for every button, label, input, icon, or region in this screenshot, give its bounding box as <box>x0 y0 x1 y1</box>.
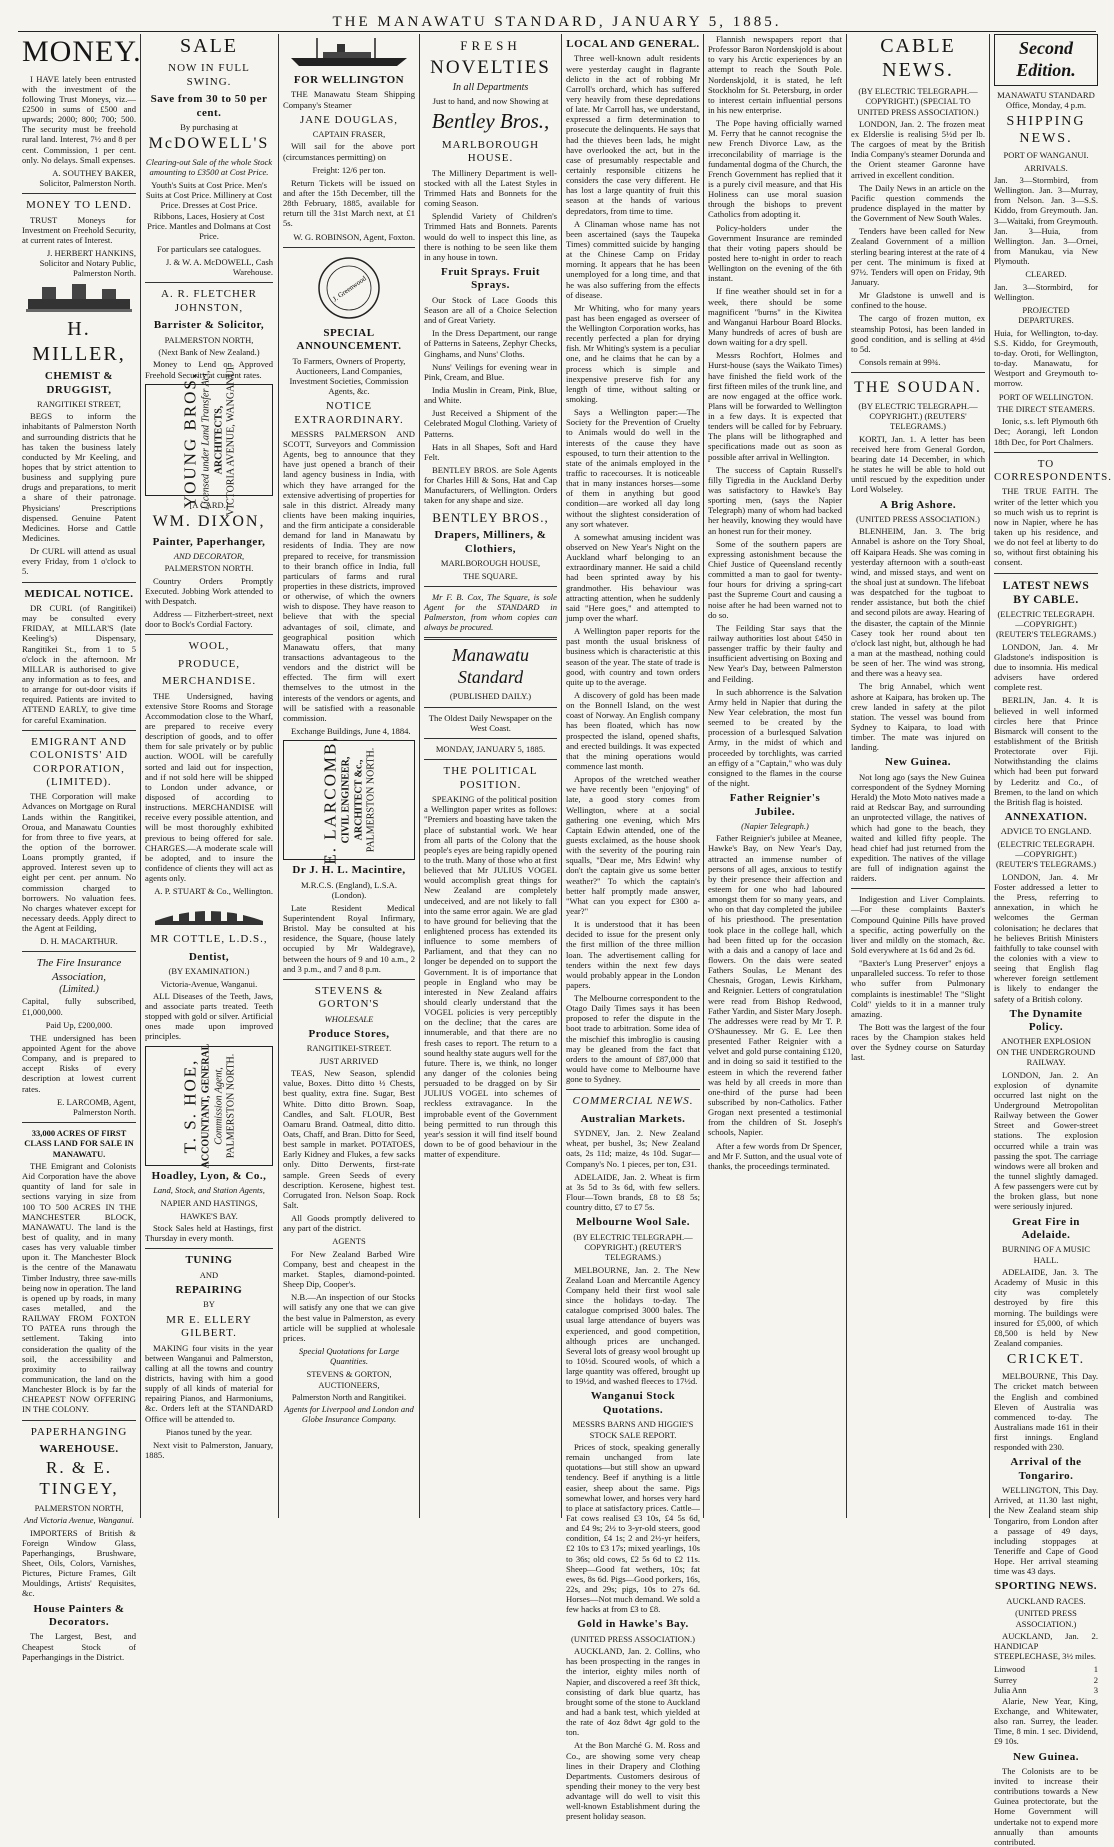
arrivals-label: ARRIVALS. <box>1024 162 1068 173</box>
steamer-heading: FOR WELLINGTON <box>293 74 405 86</box>
macintire-heading: Dr J. H. L. Macintire, <box>292 864 406 877</box>
wool-signature: A. P. STUART & Co., Wellington. <box>154 886 273 897</box>
cable-paragraph: The Daily News in an article on the Pacific question commends the prudence displayed in the matter by the Government of New South Wales. <box>851 182 985 224</box>
tuning-name: MR E. ELLERY GILBERT. <box>166 1313 252 1340</box>
reignier-heading: Father Reignier's Jubilee. <box>729 792 821 818</box>
guinea-heading: New Guinea. <box>885 756 951 769</box>
divider <box>145 1248 273 1249</box>
divider <box>22 1122 136 1123</box>
annexation-telegraph: (ELECTRIC TELEGRAPH.—COPYRIGHT.) (REUTER'S TELEGRAMS.) <box>995 838 1097 870</box>
sale-heading: SALE <box>180 35 238 57</box>
larcomb-location: PALMERSTON NORTH. <box>365 747 377 853</box>
latest-body: LONDON, Jan. 4. Mr Gladstone's indisposition is due to insomnia. His medical advisers have ordered complete rest. <box>994 641 1098 693</box>
johnston-body: Money to Lend on Approved Freehold Security at current rates. <box>145 359 273 380</box>
stevens-agents: AGENTS <box>332 1236 366 1247</box>
tuning-signature: Pianos tuned by the year. <box>165 1426 253 1437</box>
bentley-marlborough: MARLBOROUGH HOUSE, <box>440 558 541 569</box>
australian-markets-body-2: ADELAIDE, Jan. 2. Wheat is firm at 3s 5d to 3s 6d, with few sellers. Flour—Town brands, £8 to £8 5s; country ditto, £7 to £7 5s. <box>566 1171 700 1213</box>
cable-paragraph: LONDON, Jan. 2. The frozen meat ex Elderslie is realising 5½d per lb. The cargoes of meat by the British India Company's steamer Dorunda and the Orient steamer Garonne have arrived in excellent condition. <box>851 118 985 180</box>
column-divider <box>703 34 704 1518</box>
horse-name: Julia Ann <box>994 1685 1027 1696</box>
commercial-heading: COMMERCIAL NEWS. <box>572 1095 694 1108</box>
guinea-body-2: The Colonists are to be invited to increase their contributions towards a New Guinea protectorate, but the Home Government will undertake not to expend more annually than amounts contributed. <box>994 1765 1098 1847</box>
bentley-body-8: Hats in all Shapes, Soft and Hard Felt. <box>424 441 557 462</box>
johnston-location: PALMERSTON NORTH, <box>164 334 254 345</box>
divider <box>424 586 557 587</box>
fire-sub: BURNING OF A MUSIC HALL. <box>1001 1244 1091 1265</box>
bentley-body-4: In the Dress Department, our range of Patterns in Sateens, Zephyr Checks, Ginghams, and Nuns' Cloths. <box>424 328 557 359</box>
hoadley-location-2: HAWKE'S BAY. <box>180 1210 238 1221</box>
news-paragraph: Flannish newspapers report that Professor Baron Nordenskjold is about to vary his Arctic experiences by an attempt to reach the South Pole. Nordenskjold, it is stated, he left Stockholm for St. Petersburg, in order to interest certain influential persons in his new enterprise. <box>708 34 842 115</box>
hoadley-location: NAPIER AND HASTINGS, <box>160 1198 258 1209</box>
direct-steamers: THE DIRECT STEAMERS. <box>997 403 1095 414</box>
steamer-illustration <box>283 36 415 70</box>
divider <box>994 573 1098 574</box>
wool-heading: WOOL, <box>188 640 230 653</box>
dental-illustration <box>145 899 273 929</box>
stevens-subheading: WHOLESALE <box>324 1013 374 1024</box>
divider <box>566 1089 700 1090</box>
bentley-body-3: Our Stock of Lace Goods this Season are all of a Choice Selection and of Great Variety. <box>424 294 557 326</box>
divider <box>145 634 273 635</box>
tingey-location: PALMERSTON NORTH, <box>34 1502 124 1513</box>
special-heading: SPECIAL ANNOUNCEMENT. <box>296 326 402 353</box>
hoadley-subheading: Land, Stock, and Station Agents, <box>153 1185 265 1196</box>
fire-insurance-limited: (Limited.) <box>59 984 99 996</box>
brig-body-2: The brig Annabel, which went ashore at Kaipara, has broken up. The crew landed in safety at the pilot station. The vessel was bound from Sydney to Kaipara, to load with timber. The mate was injured on landing. <box>851 681 985 753</box>
divider <box>22 951 136 952</box>
sale-body: Youth's Suits at Cost Price. Men's Suits at Cost Price. Millinery at Cost Price. Dresses at Cost Price. Ribbons, Laces, Hosiery at Cost Price. Mantles and Dolmans at Cost Price. <box>145 180 273 241</box>
local-paragraph: Says a Wellington paper:—The Society for the Prevention of Cruelty to Animals would do well in the interests of the cause they have espoused, to turn their attention to the state of the animals employed in the traffic to racecourses. It is noticeable that in many instances horses—some of them in anything but good condition—are worked all day long without the slightest consideration of any sort whatever. <box>566 407 700 529</box>
projected-label: PROJECTED DEPARTURES. <box>1018 304 1074 326</box>
tingey-location-2: And Victoria Avenue, Wanganui. <box>23 1515 135 1526</box>
soudan-body: KORTI, Jan. 1. A letter has been received here from General Gordon, bearing date 14 December, in which he states he will be able to hold out until rescued by the expedition under Lord Wolseley. <box>851 433 985 495</box>
gold-body: AUCKLAND, Jan. 2. Collins, who has been prospecting in the ranges in the interior, eighty miles north of Napier, and discovered a reef 3ft thick, consisting of dark blue quartz, has brought some of the stone to Auckland and had a bank test, which yielded at the rate of 4oz 8dwt 4gr gold to the ton. <box>566 1646 700 1738</box>
notice-date: Exchange Buildings, June 4, 1884. <box>291 725 411 736</box>
gold-heading: Gold in Hawke's Bay. <box>577 1618 689 1631</box>
bentley-body-5: Nuns' Veilings for evening wear in Pink, Cream, and Blue. <box>424 361 557 382</box>
money-heading: MONEY. <box>22 35 142 68</box>
fire-insurance-body: THE undersigned has been appointed Agent for the above Company, and is prepared to accept Risks of every description at lowest current rates. <box>22 1032 136 1094</box>
column-1 <box>22 34 142 1662</box>
horse-place: 3 <box>1093 1685 1098 1696</box>
latest-news-heading: LATEST NEWS BY CABLE. <box>1002 579 1090 606</box>
cleared-label: CLEARED. <box>1025 269 1067 280</box>
johnston-heading: A. R. FLETCHER JOHNSTON, <box>161 288 257 314</box>
column-3 <box>283 34 415 1518</box>
stevens-subheading-2: Produce Stores, <box>308 1027 390 1040</box>
dixon-subheading: Painter, Paperhanger, <box>152 535 266 548</box>
races-telegraph: (UNITED PRESS ASSOCIATION.) <box>1015 1608 1077 1629</box>
news-paragraph: The Feilding Star says that the railway authorities lost about £450 in passenger traffic by their faulty and insufficient advertising on Boxing and New Year's Day, between Palmerston and Feilding. <box>708 622 842 684</box>
land-heading: 33,000 ACRES OF FIRST CLASS LAND FOR SALE IN MANAWATU. <box>24 1127 134 1159</box>
stock-quotations-heading: Wanganui Stock Quotations. <box>590 1390 676 1416</box>
annexation-heading: ANNEXATION. <box>1004 810 1088 823</box>
fire-body: ADELAIDE, Jan. 3. The Academy of Music in this city was completely destroyed by fire this morning. The buildings were insured for £5,000, of which £8,500 is held by New Zealand companies. <box>994 1267 1098 1349</box>
divider <box>851 888 985 889</box>
stevens-nb: N.B.—An inspection of our Stocks will satisfy any one that we can give the best value in Palmerston, as every article will be supplied at wholesale prices. <box>283 1292 415 1343</box>
divider <box>424 707 557 708</box>
tingey-body: IMPORTERS of British & Foreign Window Glass, Paperhangings, Brushware, Sheet, Oils, Colors, Varnishes, Pictures, Picture Frames, Gilt Mouldings, Artists' Requisites, &c. <box>22 1527 136 1599</box>
lend-body: TRUST Moneys for Investment on Freehold Security, at current rates of Interest. <box>22 214 137 245</box>
fire-insurance-capital: Capital, fully subscribed, £1,000,000. <box>22 996 136 1017</box>
latest-telegraph: (ELECTRIC TELEGRAPH.—COPYRIGHT.) (REUTER'S TELEGRAMS.) <box>995 608 1097 640</box>
fire-insurance-paid: Paid Up, £200,000. <box>45 1019 113 1030</box>
steamer-signature: W. G. ROBINSON, Agent, Foxton. <box>293 231 415 242</box>
cottle-subheading: Dentist, <box>188 950 230 963</box>
stevens-list: TEAS, New Season, splendid value, Boxes. Ditto ditto ½ Chests, best quality, extra fine. Sugar, Best White. Ditto ditto Brown. Soap, Candles, and Salt. FLOUR, Best Oamaru Brand. Oatmeal, ditto ditto. Oats, Chaff, and Bran. Ditto for Seed, best sample in market. POTATOES, Early Kidney and Flukes, a few sacks only. Ditto Derwents, first-rate sample. Green Seeds of every description. Kerosene, highest test. Corrugated Iron. Nelson Soap. Rock Salt. <box>283 1068 415 1210</box>
dixon-card-label: [A CARD.] <box>189 499 229 510</box>
steamer-freight: Freight: 12/6 per ton. <box>312 164 386 175</box>
miller-street: RANGITIKEI STREET, <box>37 398 121 409</box>
local-paragraph: A discovery of gold has been made on the Bonnell Island, on the west coast of Norway. An English company has been floated, which has now prospected the island, opened shafts, and erected buildings. It was expected that the mining operations would commence last month. <box>566 689 700 771</box>
medical-heading: MEDICAL NOTICE. <box>24 587 134 600</box>
hoe-location: PALMERSTON NORTH. <box>225 1053 237 1158</box>
paperhanging-subheading: WAREHOUSE. <box>39 1442 119 1455</box>
divider <box>283 979 415 980</box>
news-paragraph: The success of Captain Russell's filly Tigredia in the Auckland Derby was satisfactory to Hawke's Bay sporting men, (says the Napier Telegraph) many of whom had backed her heavily, knowing they would have an honest run for their money. <box>708 464 842 536</box>
masthead: THE MANAWATU STANDARD, JANUARY 5, 1885. <box>332 14 782 30</box>
tongariro-heading: Arrival of the Tongariro. <box>1010 1456 1082 1482</box>
indigestion-ad: Indigestion and Liver Complaints.—For these complaints Baxter's Compound Quinine Pills have proved a specific, acting powerfully on the liver and mildly on the stomach, &c. Sold everywhere at 1s 6d and 2s 6d. <box>851 894 985 956</box>
bentley-body-1: The Millinery Department is well-stocked with all the Latest Styles in Trimmed Hats and Bonnets for the coming Season. <box>424 167 557 209</box>
fire-insurance-signature: E. LARCOMB, Agent, Palmerston North. <box>56 1096 136 1117</box>
fire-insurance-heading: The Fire Insurance Association, <box>36 957 122 983</box>
reignier-body-2: After a few words from Dr Spencer, and Mr F. Sutton, and the usual vote of thanks, the proceedings terminated. <box>708 1140 842 1171</box>
gold-body-2: At the Bon Marché G. M. Ross and Co., are showing some very cheap lines in their Drapery and Clothing Departments. Customers desirous of spending their money to the very best advantage will do well to visit this well-known Establishment during the present holiday season. <box>566 1740 700 1822</box>
sale-subheading: NOW IN FULL SWING. <box>168 62 250 88</box>
paper-nameplate: Manawatu Standard <box>451 645 529 688</box>
horse-place: 1 <box>1093 1664 1098 1675</box>
races-body-2: Alarie, New Year, King, Exchange, and Whitewater, also ran. Surrey, the leader. Time, 8 min. 1 sec. Dividend, £9 10s. <box>994 1695 1098 1747</box>
hoadley-body: Stock Sales held at Hastings, first Thursday in every month. <box>145 1222 273 1244</box>
local-paragraph: A Clinaman whose name has not been ascertained (says the Taupeka Times) committed suicide by hanging at the Chinese Camp on Friday morning. It appears that he has been unemployed for a long time, and that he was also suffering from the effects of disease. <box>566 218 700 300</box>
dixon-address: Address — Fitzherbert-street, next door to Bock's Cordial Factory. <box>145 609 273 630</box>
races-body: AUCKLAND, Jan. 2. HANDICAP STEEPLECHASE, 3½ miles. <box>994 1630 1098 1662</box>
divider <box>994 452 1098 453</box>
stevens-heading: STEVENS & GORTON'S <box>314 984 384 1011</box>
sale-clearing: Clearing-out Sale of the whole Stock amounting to £3500 at Cost Price. <box>145 156 273 178</box>
cricket-body: MELBOURNE, This Day. The cricket match between the English and combined Eleven of Australia was commenced to-day. The Australians made 161 in their first innings. England responded with 230. <box>994 1371 1098 1453</box>
steamer-body-2: Will sail for the above port (circumstances permitting) on <box>283 141 415 162</box>
direct-steamers-body: Ionic, s.s. left Plymouth 6th Dec; Aorangi, left London 18th Dec, for Port Chalmers. <box>994 416 1098 447</box>
soudan-heading: THE SOUDAN. <box>854 379 982 397</box>
stock-quotations-sub: MESSRS BARNS AND HIGGIE'S STOCK SALE REPORT. <box>572 1419 694 1440</box>
svg-text:J. Greenwood: J. Greenwood <box>331 274 368 303</box>
cleared-list: Jan. 3—Stormbird, for Wellington. <box>994 281 1098 302</box>
divider <box>145 282 273 283</box>
johnston-subheading: Barrister & Solicitor, <box>153 319 265 332</box>
steamer-name: JANE DOUGLAS, <box>300 113 398 126</box>
soudan-telegraph: (BY ELECTRIC TELEGRAPH.—COPYRIGHT.) (REUTERS' TELEGRAMS.) <box>858 400 978 432</box>
oldest-daily: The Oldest Daily Newspaper on the West Coast. <box>428 712 553 733</box>
column-divider <box>989 34 990 1518</box>
horse-name: Linwood <box>994 1664 1026 1675</box>
emigrant-signature: D. H. MACARTHUR. <box>40 936 118 947</box>
correspondents-heading: TO CORRESPONDENTS. <box>994 457 1112 484</box>
sale-signature: J. & W. A. McDOWELL, Cash Warehouse. <box>165 257 273 278</box>
emigrant-heading: EMIGRANT AND COLONISTS' AID CORPORATION, (LIMITED). <box>29 735 129 788</box>
money-signature: A. SOUTHEY BAKER, Solicitor, Palmerston North. <box>39 167 136 188</box>
young-bros-license: Licensed under Land Transfer Act, <box>200 370 212 510</box>
hoe-title: ACCOUNTANT, GENERAL <box>200 1043 212 1168</box>
news-paragraph: Messrs Rochfort, Holmes and Hurst-house (says the Waikato Times) have finished the field work of the first fifteen miles of the trunk line, and are now engaged at the office work. Plans will be forwarded to Wellington in a few days. It is expected that tenders will be called for by February. The plans will be lithographed and specifications made out as soon as possible after arrival in Wellington. <box>708 350 842 462</box>
macintire-subheading: M.R.C.S. (England), L.S.A. (London). <box>301 879 397 900</box>
column-4 <box>424 34 557 1518</box>
news-paragraph: In such abhorrence is the Salvation Army held in Napier that during the New Year celebration, the most fun seemed to be created by the procession of a burlesqued Salvation Army, in the midst of which and proceeded by torchlights, was carried an effigy of a "Captain," who was duly consigned to the flames in the course of the night. <box>708 686 842 788</box>
divider <box>424 637 557 640</box>
tingey-closing: The Largest, Best, and Cheapest Stock of Paperhangings in the District. <box>22 1631 136 1662</box>
stevens-agency: Agents for Liverpool and London and Globe Insurance Company. <box>284 1404 414 1425</box>
political-heading: THE POLITICAL POSITION. <box>443 765 538 791</box>
cable-telegraph: (BY ELECTRIC TELEGRAPH.—COPYRIGHT.) (SPECIAL TO UNITED PRESS ASSOCIATION.) <box>857 85 979 117</box>
johnston-location-2: (Next Bank of New Zealand.) <box>158 347 260 358</box>
macintire-body: Late Resident Medical Superintendent Royal Infirmary, Bristol. May be consulted at his residence, the Square, (house lately occupied by Mr Waldegrave), between the hours of 9 and 10 a.m., 2 and 3 p.m., and 7 and 8 p.m. <box>283 902 415 974</box>
table-row <box>994 1675 1098 1685</box>
column-2 <box>145 34 273 1518</box>
local-paragraph: It is understood that it has been decided to issue for the present only the first million of the three million loan. The advertisement calling for tenders within the next few days would probably appear in the London papers. <box>566 919 700 990</box>
horse-name: Surrey <box>994 1674 1017 1685</box>
australian-markets-heading: Australian Markets. <box>580 1112 686 1125</box>
divider <box>424 759 557 760</box>
local-paragraph: A Wellington paper reports for the past month the usual briskness of business which is characteristic at this season of the year. The state of trade is good, with country and town orders quite up to the average. <box>566 626 700 687</box>
arrivals-list: Jan. 3—Stormbird, from Wellington. Jan. 3—Murray, from Nelson. Jan. 3—S.S. Kiddo, from Greymouth. Jan. 3—Waitaki, from Greymouth. Jan. 3—Huia, from Wellington. Jan. 3—Ornei, from Manukau, via New Plymouth. <box>994 175 1098 267</box>
larcomb-architect: ARCHITECT &c., <box>353 759 365 841</box>
column-5 <box>566 34 700 1822</box>
table-row <box>994 1664 1098 1674</box>
column-divider <box>278 34 279 1518</box>
political-body: SPEAKING of the political position a Wellington paper writes as follows: "Premiers and boasting have taken the place of substantial work. We hear from all parts of the Colony that the people's eyes are being rapidly opened to the truth. Many of those who at first believed that Mr JULIUS VOGEL would accomplish great things for New Zealand are completely undeceived, and are not likely to fall into the same error again. We are glad to have ground for believing that the enlightened process has extended its influence to some members of Parliament, and that they can no longer be depended on to support the Government. It is of importance that people in England who may be interested in New Zealand affairs should clearly understand that the VOGEL policies is very perceptibly on the decline; that the cares are innumerable, and that there are no fresh cases to report. The return to a sound healthy state augurs well for the future. There is, we think, no longer any danger of the colonies being persuaded to be dragged on by Sir JULIUS VOGEL into schemes of reckless extravagance. In the improbable event of the Government being permitted to run through this year's session it will find itself bound down to be of good behaviour in the matter of expenditure. <box>424 794 557 1160</box>
larcomb-title: CIVIL ENGINEER, <box>340 756 352 844</box>
emigrant-body: THE Corporation will make Advances on Mortgage on Rural Lands within the Rangitikei, Oroua, and Manawatu Counties for from three to five years, at the option of the borrower. Loans promptly granted, if approved. Interest seven up to eight per cent. per annum. No commission charged to borrowers. No valuation fees. No charges whatever except for necessary deeds. Apply direct to the Agent at Feilding, <box>22 791 136 934</box>
tingey-decorators: House Painters & Decorators. <box>33 1602 125 1628</box>
young-bros-name: YOUNG BROS, <box>180 371 200 508</box>
stevens-street: RANGITIKEI-STREET. <box>306 1043 392 1054</box>
correspondents-body: THE TRUE FAITH. The writer of the letter which you so much wish us to reprint is now in Napier, where he has taken up his residence, and we do not feel at liberty to do so, without first obtaining his consent. <box>994 486 1098 568</box>
novelties-heading: NOVELTIES <box>430 56 551 78</box>
stevens-agents-body: For New Zealand Barbed Wire Company, best and cheapest in the market. Staples, diamond-pointed. Sheep Dip, Cooper's. <box>283 1248 415 1290</box>
masthead-rule <box>18 31 1096 32</box>
miller-heading: H. MILLER, <box>32 318 126 365</box>
stevens-delivery: All Goods promptly delivered to any part of the district. <box>283 1213 415 1234</box>
special-audience: To Farmers, Owners of Property, Auctioneers, Land Companies, Investment Societies, Commission Agents, &c. <box>289 355 409 396</box>
bentley-body-6: India Muslin in Cream, Pink, Blue, and White. <box>424 384 557 406</box>
tuning-heading: TUNING <box>185 1254 233 1267</box>
bentley-heading-2: BENTLEY BROS., <box>432 509 549 525</box>
sale-by: By purchasing at <box>180 122 238 133</box>
local-paragraph: A somewhat amusing incident was observed on New Year's Night on the Auckland wharf belonging to an extraordinary manner. He said a child had been sprinted away by his grandmother. His behaviour was attracting attention, when he suddenly said "Here goes," and attempted to jump over the wharf. <box>566 531 700 623</box>
showing-at: Just to hand, and now Showing at <box>432 96 549 107</box>
cottle-exam: (BY EXAMINATION.) <box>168 966 250 977</box>
news-paragraph: Policy-holders under the Government Insurance are reminded that their voting papers should be posted here to-night in order to reach Wellington on the evening of the 6th instant. <box>708 222 842 284</box>
column-7 <box>851 34 985 1518</box>
shipping-heading: SHIPPING NEWS. <box>1006 114 1086 147</box>
berlin-body: BERLIN, Jan. 4. It is believed in well informed circles here that Prince Bismarck will consent to the establishment of the British Protectorate over Fiji. Notwithstanding the claims which had been put forward by Lederitz and Co., of Bremen, to the land on which the British flag is hoisted. <box>994 695 1098 807</box>
bentley-body-7: Just Received a Shipment of the Celebrated Mogul Clothing. Variety of Patterns. <box>424 408 557 439</box>
bentley-logo: Bentley Bros., <box>431 109 550 134</box>
lend-signature: J. HERBERT HANKINS, Solicitor and Notary Public, Palmerston North. <box>39 247 136 279</box>
column-divider <box>846 34 847 1518</box>
wool-sale-telegraph: (BY ELECTRIC TELEGRAPH.—COPYRIGHT.) (REUTER'S TELEGRAMS.) <box>573 1231 693 1263</box>
column-divider <box>140 34 141 1518</box>
hoe-card <box>145 1043 273 1168</box>
miller-body: BEGS to inform the inhabitants of Palmerston North and surrounding districts that he has taken the business lately conducted by Mr Keeling, and hopes that by strict attention to business and supplying pure drugs and preparations, to merit a share of their patronage. Physicians' Prescriptions dispensed. Genuine Patent Medicines. Horse and Cattle Medicines. <box>22 411 136 544</box>
notice-heading: NOTICE EXTRAORDINARY. <box>294 400 404 426</box>
race-results-table <box>994 1664 1098 1695</box>
sale-catalogue: For particulars see catalogues. <box>156 244 262 255</box>
money-body: I HAVE lately been entrusted with the investment of the following Trust Moneys, viz.— £2500 in sums of £500 and upwards; 2000; 800; 700; 500. The security must be freehold rural land. Interest, 7½ and 8 per cent. Commission, 1 per cent. only. No delays. Small expenses. <box>22 73 136 165</box>
column-divider <box>419 34 420 1518</box>
bentley-drapers: Drapers, Milliners, & Clothiers, <box>434 529 547 555</box>
racing-note: The Bott was the largest of the four races by the Champion stakes held over the Sydney course on Saturday last. <box>851 1022 985 1063</box>
miller-subheading: CHEMIST & DRUGGIST, <box>44 370 114 396</box>
hoe-name: T. S. HOE, <box>180 1058 200 1154</box>
larcomb-name: E. LARCOMB, <box>320 735 340 865</box>
cough-ad: "Baxter's Lung Preserver" enjoys a unparalleled success. To refer to those who suffer from Pulmonary complaints is inestimable! The "Slight Cold" yields to it in a manner truly amazing. <box>851 958 985 1019</box>
stevens-signature: STEVENS & GORTON, AUCTIONEERS, <box>306 1369 392 1390</box>
office-dateline: MANAWATU STANDARD Office, Monday, 4 p.m. <box>997 89 1095 111</box>
tuning-next: Next visit to Palmerston, January, 1885. <box>145 1439 273 1460</box>
wool-sale-body: MELBOURNE, Jan. 2. The New Zealand Loan and Mercantile Agency Company held their first wool sale since the holidays to-day. The catalogue comprised 3000 bales. The usual large attendance of buyers was experienced, and good competition, although prices are unchanged. Several lots of greasy wool brought up to 10½d. Scoured wools, of which a large quantity was offered, brought up to 19½d, and washed fleeces to 17½d. <box>566 1264 700 1387</box>
cable-paragraph: Tenders have been called for New Zealand Government of a million sterling bearing interest at the rate of 4 per cent. The minimum is fixed at 97½. Tenders will open on Friday, 9th January. <box>851 226 985 287</box>
issue-date: MONDAY, JANUARY 5, 1885. <box>435 744 546 755</box>
divider <box>851 372 985 373</box>
cottle-heading: MR COTTLE, L.D.S., <box>150 933 268 946</box>
divider <box>22 730 136 731</box>
brig-heading: A Brig Ashore. <box>879 498 957 511</box>
dixon-subheading-2: AND DECORATOR, <box>173 550 245 561</box>
stevens-special: Special Quotations for Large Quantities. <box>298 1345 400 1367</box>
annexation-sub: ADVICE TO ENGLAND. <box>1000 826 1092 837</box>
dixon-location: PALMERSTON NORTH. <box>164 563 254 574</box>
wool-body: THE Undersigned, having extensive Store Rooms and Storage Accommodation close to the Wharf, are prepared to receive every description of goods, and to offer them for sale privately or by public auction. WOOL will be carefully sorted and laid out for inspection, and if not sold here will be shipped to London under advance, or disposed of according to instructions. MERCHANDISE will receive every possible attention, and will be most thoroughly exhibited previous to being offered for sale. CHARGES.—A moderate scale will be adopted, and to insure the confidence of clients they will act as agents only. <box>145 690 273 884</box>
dixon-body: Country Orders Promptly Executed. Jobbing Work attended to with Despatch. <box>145 575 273 606</box>
medical-body: DR CURL (of Rangitikei) may be consulted every FRIDAY, at MILLAR'S (late Keeling's) Dispensary, Rangitikei St., from 1 to 5 o'clock in the afternoon. Mr MILLAR is authorised to give any information as to fees, and to arrange for out-door visits if required. Patients are invited to ATTEND EARLY, to give time for careful Examination. <box>22 603 136 725</box>
cable-paragraph: Mr Gladstone is unwell and is confined to the house. <box>851 290 985 311</box>
dixon-heading: WM. DIXON, <box>152 513 266 531</box>
tuning-and: AND <box>199 1269 219 1280</box>
sale-save: Save from 30 to 50 per cent. <box>150 93 268 119</box>
cottle-location: Victoria-Avenue, Wanganui. <box>160 978 258 989</box>
fresh-heading: FRESH <box>460 38 521 53</box>
local-paragraph: Three well-known adult residents were yesterday caught in flagrante delicto in the act of robbing Mr Carroll's orchard, which has suffered very heavily from these depredations of late. Mr Carroll has, we understand, expressed a firm determination to prosecute the delinquents. He says that had the thieves been lads, he might have overlooked the act, but in the case of presumably respectable and certainly responsible citizens he considers the case very different. He has lost a large quantity of fruit this season at the hands of various depredators, from time to time. <box>566 53 700 216</box>
dynamite-heading: The Dynamite Policy. <box>1009 1007 1083 1034</box>
dentist-stamp <box>314 253 384 323</box>
brig-body: BLENHEIM, Jan. 3. The brig Annabel is ashore on the Tory Shoal, off Kaipara Heads. She was coming in yesterday afternoon with a south-east wind, and missed stays, and went on the shoal just at sundown. The lifeboat was despatched for the tugboat to render assistance, but both the chief and second pilots are away. Hearing of the disaster, the captain of the Minnie Casey took her round about ten o'clock last night, but, although he had a man at the masthead, nothing could be seen of her. The wind was strong, and there was a heavy sea. <box>851 526 985 679</box>
young-bros-architects: ARCHITECTS, <box>213 405 225 474</box>
fire-heading: Great Fire in Adelaide. <box>1012 1215 1080 1241</box>
dynamite-body: LONDON, Jan. 2. An explosion of dynamite occurred last night on the Underground Metropolitan Railway between the Gower Street and Gower-street stations. The explosion occurred while a train was passing the spot. The carriage windows were all broken and the tunnel slightly damaged. A few passengers were cut by the broken glass, but none were seriously injured. <box>994 1069 1098 1212</box>
table-row <box>994 1685 1098 1695</box>
divider <box>22 193 136 194</box>
hoe-commission: Commission Agent, <box>213 1066 225 1145</box>
young-bros-address: VICTORIA AVENUE, WANGANUI. <box>225 364 237 516</box>
brig-telegraph: (UNITED PRESS ASSOCIATION.) <box>856 513 980 524</box>
reignier-body: Father Reignier's jubilee at Meanee, Hawke's Bay, on New Year's Day, attracted an immense number of persons of all ages, anxious to testify by their presence their affection and esteem for one who had laboured amongst them for so many years, and who on that day completed the jubilee of his priesthood. The presentation took place in the college hall, which had been fitted up for the occasion with a dais and a canopy of lace and flowers. On the dais were seated Fathers Soulas, Le Menant des Chesnais, Grogan, Lewis Kirkham, and Reignier. Letters of congratulation were read from Bishop Redwood, Father Yardin, and Sister Mary Joseph. The addresses were read by Mr T. P. O'Shaunessey. Mr G. E. Lee then presented Father Reignier with a velvet and gold purse containing £120, and in doing so said it testified to the esteem in which the reverend father was held by all creeds in more than one-third of the purse had been subscribed by non-Catholics. Father Grogan next presented a testimonial from the children of St. Joseph's schools, Napier. <box>708 833 842 1138</box>
column-6 <box>708 34 842 1518</box>
news-paragraph: The Pope having officially warned M. Ferry that he cannot recognise the new French Divorce Law, as the irreconcilability of marriage is the fundamental dogma of the Church, the French Government has replied that it is a purely civil measure, and that His Holiness can use moral suasion through the bishops to prevent Catholics from adopting it. <box>708 118 842 220</box>
port-wanganui: PORT OF WANGANUI. <box>1003 150 1089 161</box>
lend-heading: MONEY TO LEND. <box>26 199 132 212</box>
annexation-body: LONDON, Jan. 4. Mr Foster addressed a letter to the Press, referring to annexation, in which he welcomes the German colonisation; he declares that he believes British Ministers faithfully to take counsel with the colonies with a view to seeing that English flag wherever foreign settlement is likely to endanger the safety of a British colony. <box>994 871 1098 1004</box>
divider <box>22 582 136 583</box>
bentley-body-9: BENTLEY BROS. are Sole Agents for Charles Hill & Sons, Hat and Cap Manufacturers, of Wellington. Orders taken for any shape and size. <box>424 464 557 506</box>
column-8 <box>994 34 1112 1847</box>
column-divider <box>561 34 562 1518</box>
cottle-body: ALL Diseases of the Teeth, Jaws, and associate parts treated. Teeth stopped with gold or silver. Artificial ones made upon improved principles. <box>145 990 273 1042</box>
agent-note: Mr F. B. Cox, The Square, is sole Agent for the STANDARD in Palmerston, from whom copies can always be procured. <box>424 591 557 633</box>
second-edition-heading: Second Edition. <box>994 34 1098 86</box>
guinea-body: Not long ago (says the New Guinea correspondent of the Sydney Morning Herald) the Moto Moto natives made a raid at Redscar Bay, and surrounding an unprotected village, the natives of which had gone to the beach, they waited and killed fifty people. The head chief had just returned from the expedition. The natives of the village are full of indignation against the raiders. <box>851 771 985 884</box>
tuning-by: BY <box>203 1299 215 1310</box>
news-paragraph: Some of the southern papers are expressing astonishment because the Chief Justice of Queensland recently committed a man to gaol for twenty-four hours for driving a spring-cart past the Supreme Court and causing a noise after he had been warned not to do so. <box>708 538 842 620</box>
reignier-source: (Napier Telegraph.) <box>741 820 809 831</box>
wool-subheading: PRODUCE, <box>177 657 241 670</box>
australian-markets-body: SYDNEY, Jan. 2. New Zealand wheat, per bushel, 3s; New Zealand oats, 2s 11d; maize, 4s 10d. Sugar—Company's No. 1 pieces, per ton, £31. <box>566 1128 700 1169</box>
tuning-repairing: REPAIRING <box>175 1283 243 1296</box>
sporting-heading: SPORTING NEWS. <box>995 1580 1097 1593</box>
wool-subheading-2: MERCHANDISE. <box>161 675 257 688</box>
divider <box>22 1420 136 1421</box>
notice-body: MESSRS PALMERSON AND SCOTT, Surveyors and Commission Agents, beg to announce that they have just opened a branch of their land agency business in India, with which they have arranged for the extensive advertising of properties for sale in this district. Already many clients have been making inquiries, and the firm anticipate a considerable demand for land in Manawatu by residents of India. They are now prepared to receive, for transmission to their branch office in India, full particulars of farms and rural properties in these districts, improved or otherwise, of which the owners wish to dispose. They have reason to believe that with the special advantages of soil, climate, and geographical position which Manawatu offers, that many transactions advantageous to the vendors and the district will be effected. The firm will exert themselves to the utmost in the interests of the vendors or agents, and will be satisfied with a reasonable commission. <box>283 428 415 723</box>
miller-note: Dr CURL will attend as usual every Friday, from 1 o'clock to 5. <box>22 546 136 577</box>
published-daily: (PUBLISHED DAILY.) <box>449 691 532 702</box>
tongariro-body: WELLINGTON, This Day. Arrived, at 11.30 last night, the New Zealand steam ship Tongariro, from London after a passage of 49 days, including stoppages at Teneriffe and Cape of Good Hope. Her arrival steaming time was 43 days. <box>994 1485 1098 1577</box>
cable-paragraph: The cargo of frozen mutton, ex steamship Potosi, has been landed in good condition, and is selling at 4½d to 5d. <box>851 313 985 354</box>
land-body: THE Emigrant and Colonists Aid Corporation have the above quantity of land for sale in sections varying in size from 100 TO 500 ACRES IN THE MANCHESTER BLOCK, MANAWATU. The land is the best of quality, and in many cases has very valuable timber upon it. The Manchester Block is the centre of the Manawatu Timber Industry, three saw-mills being now in operation. The land is opened up by roads, in many cases metalled, and the RAILWAY FROM FOXTON TO PATEA runs through the settlement. Taking into consideration the quality of the soil, the accessibility and proximity to railway communication, the land on the Manchester Block is by far the CHEAPEST NOW OFFERING IN THE COLONY. <box>22 1161 136 1415</box>
projected-list: Huia, for Wellington, to-day. S.S. Kiddo, for Greymouth, to-day. Oroti, for Wellington, to-day. Manawatu, for Westport and Greymouth to-morrow. <box>994 327 1098 389</box>
guinea-heading-2: New Guinea. <box>1013 1750 1079 1763</box>
port-wellington: PORT OF WELLINGTON. <box>998 391 1094 402</box>
dynamite-sub: ANOTHER EXPLOSION ON THE UNDERGROUND RAILWAY. <box>996 1036 1096 1068</box>
paperhanging-heading: PAPERHANGING <box>30 1425 128 1438</box>
bentley-square: THE SQUARE. <box>463 570 518 581</box>
wool-sale-heading: Melbourne Wool Sale. <box>576 1216 690 1229</box>
gold-telegraph: (UNITED PRESS ASSOCIATION.) <box>571 1633 695 1644</box>
local-general-heading: LOCAL AND GENERAL. <box>566 38 700 50</box>
steamer-body-3: Return Tickets will be issued on and after the 15th December, till the 28th February, 1885, available for return till the 31st March next, at £1 5s. <box>283 177 415 229</box>
horse-place: 2 <box>1093 1674 1098 1685</box>
divider <box>283 247 415 248</box>
tingey-heading: R. & E. TINGEY, <box>39 1458 119 1499</box>
steamer-body: THE Manawatu Steam Shipping Company's Steamer <box>283 89 415 110</box>
local-paragraph: The Melbourne correspondent to the Otago Daily Times says it has been proposed to refer the dispute in the boot trade to arbitration. Some idea of the mischief this imbroglio is causing may be gleaned from the fact that orders to the amount of £87,000 that would have come to Melbourne have gone to Sydney. <box>566 993 700 1085</box>
cricket-heading: CRICKET. <box>1006 1352 1086 1368</box>
stevens-signature-2: Palmerston North and Rangitikei. <box>291 1391 407 1402</box>
hoadley-heading: Hoadley, Lyon, & Co., <box>151 1169 267 1182</box>
stock-quotations-body: Prices of stock, speaking generally remain unchanged from late quotations—but still show an upward tendency. Beef if anything is a little easier, sheep about the same. Pigs somewhat lower, and horses very hard to place at satisfactory prices. Cattle—Fat cows realised £3 10s, £4 5s 6d, and £4 9s; 2½ to 3-yr-old steers, good condition, £4 1s; 2 and 2½-yr heifers, £2 10s to £3 17s; mixed yearlings, 10s to 36s; old cows, £2 5s 6d to £2 11s. Sheep—Good fat wethers, 10s; fat ewes, 8s 6d. Pigs—Good porkers, 16s, 22s, and 29s; pigs, 10s to 27s 6d. Horses—Not much demand. We sold a few hacks at from £3 to £8. <box>566 1441 700 1615</box>
larcomb-card <box>283 735 415 865</box>
local-paragraph: Apropos of the wretched weather we have recently been "enjoying" of late, a good story comes from Wellington, where at a social gathering one evening, which Mrs Captain Edwin attended, one of the guests exclaimed, as the house shook with the severity of the pouring rain squalls, "Dear me, Mrs Edwin! why don't the captain give us some better weather?" To which the captain's better half promptly made answer, "What can you expect for £300 a-year?" <box>566 774 700 916</box>
divider <box>424 738 557 739</box>
stevens-just: JUST ARRIVED <box>319 1055 379 1066</box>
steamer-captain: CAPTAIN FRASER, <box>312 129 386 140</box>
races-heading: AUCKLAND RACES. <box>1006 1595 1086 1606</box>
pharmacy-illustration <box>22 281 136 315</box>
fruit-sprays: Fruit Sprays. Fruit Sprays. <box>440 266 541 292</box>
marlborough-house: MARLBOROUGH HOUSE. <box>441 138 540 165</box>
local-paragraph: Mr Whiting, who for many years past has been engaged as overseer of the Wellington Corporation works, has recently perfected a plan for drying fish. Mr Whiting's system is a peculiar one, and he claims that he can by a process which is simple and inexpensive preserve fish for any length of time, without salting or smoking. <box>566 302 700 405</box>
cable-paragraph: Consols remain at 99¾. <box>859 356 941 367</box>
news-paragraph: If fine weather should set in for a week, there should be some magnificent "burns" in the Kiwitea and Wanganui Harbour Board Blocks. Many hundreds of acres of bush are down waiting for a dry spell. <box>708 286 842 348</box>
bentley-body-2: Splendid Variety of Children's Trimmed Hats and Bonnets. Parents would do well to inspect this line, as there is nothing to be seen like them in any house in town. <box>424 211 557 262</box>
cable-news-heading: CABLE NEWS. <box>880 35 956 82</box>
tuning-body: MAKING four visits in the year between Wanganui and Palmerston, calling at all the towns and country districts, having with him a good supply of all kinds of material for repairing Pianos, and Harmoniums, &c. Orders left at the STANDARD Office will be attended to. <box>145 1342 273 1424</box>
in-all-departments: In all Departments <box>452 82 529 94</box>
sale-shop: McDOWELL'S <box>148 135 270 153</box>
